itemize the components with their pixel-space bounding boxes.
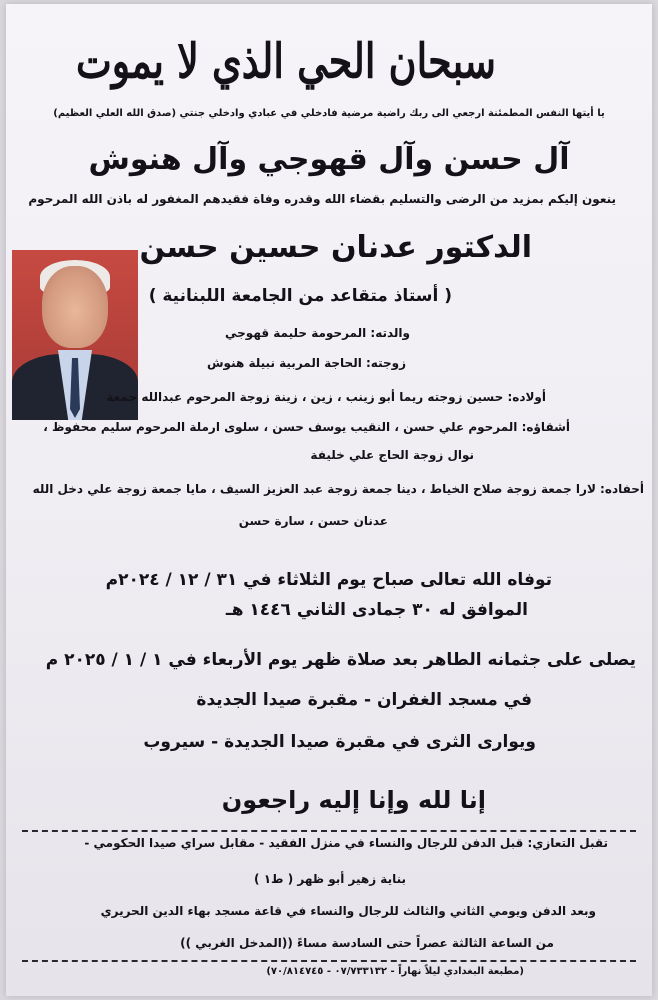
condolence-line-1: تقبل التعازي: قبل الدفن للرجال والنساء في منزل الفقيد - مقابل سراي صيدا الحكومي -: [84, 836, 608, 850]
siblings-line-2: نوال زوجة الحاج علي خليفة: [310, 448, 474, 462]
photo-face: [42, 266, 108, 348]
quran-verse: يا أيتها النفس المطمئنة ارجعي الى ربك راضية مرضية فادخلي في عبادي وادخلي جنتي (صدق الله العلي العظيم): [53, 108, 605, 119]
condolence-line-4: من الساعة الثالثة عصراً حتى السادسة مساءً ((المدخل الغربي )): [180, 936, 554, 950]
mother-line: والدته: المرحومة حليمة قهوجي: [225, 326, 410, 340]
funeral-prayer: يصلى على جثمانه الطاهر بعد صلاة ظهر يوم الأربعاء في ١ / ١ / ٢٠٢٥ م: [45, 650, 636, 670]
dashed-divider-top: [22, 830, 636, 832]
deceased-title: ( أستاذ متقاعد من الجامعة اللبنانية ): [148, 286, 452, 306]
grandchildren-line-2: عدنان حسن ، سارة حسن: [238, 514, 388, 528]
calligraphy-header: [75, 30, 496, 108]
grandchildren-line-1: أحفاده: لارا جمعة زوجة صلاح الخياط ، دينا جمعة زوجة عبد العزيز السيف ، مايا جمعة زوجة علي دخل الله: [32, 482, 644, 496]
condolence-line-2: بناية زهير أبو ظهر ( ط١ ): [254, 872, 406, 886]
calligraphy-text: سبحان الحي الذي لا يموت: [75, 32, 496, 89]
deceased-name: الدكتور عدنان حسين حسن: [139, 230, 532, 265]
hijri-date: الموافق له ٣٠ جمادى الثاني ١٤٤٦ هـ: [225, 600, 528, 620]
death-date: توفاه الله تعالى صباح يوم الثلاثاء في ٣١ / ١٢ / ٢٠٢٤م: [105, 570, 552, 590]
printer-credit: (مطبعة البغدادي ليلاً نهاراً - ٠٧/٧٣٣١٣٢ - ٧٠/٨١٤٧٤٥): [266, 966, 524, 977]
obituary-sheet: [6, 4, 652, 996]
quran-phrase: إنا لله وإنا إليه راجعون: [221, 786, 486, 814]
burial-location: ويوارى الثرى في مقبرة صيدا الجديدة - سيروب: [143, 732, 536, 752]
families-heading: آل حسن وآل قهوجي وآل هنوش: [88, 142, 570, 177]
children-line: أولاده: حسين زوجته ريما أبو زينب ، زين ، زينة زوجة المرحوم عبدالله جمعة: [106, 390, 546, 404]
condolence-line-3: وبعد الدفن ويومي الثاني والثالث للرجال والنساء في قاعة مسجد بهاء الدين الحريري: [100, 904, 596, 918]
wife-line: زوجته: الحاجة المربية نبيلة هنوش: [207, 356, 406, 370]
siblings-line-1: أشقاؤه: المرحوم علي حسن ، النقيب يوسف حسن ، سلوى ارملة المرحوم سليم محفوظ ،: [43, 420, 570, 434]
dashed-divider-bottom: [22, 960, 636, 962]
mosque-location: في مسجد الغفران - مقبرة صيدا الجديدة: [196, 690, 532, 710]
announcement-text: ينعون إليكم بمزيد من الرضى والتسليم بقضاء الله وقدره وفاة فقيدهم المغفور له باذن الله المرحوم: [28, 192, 616, 206]
